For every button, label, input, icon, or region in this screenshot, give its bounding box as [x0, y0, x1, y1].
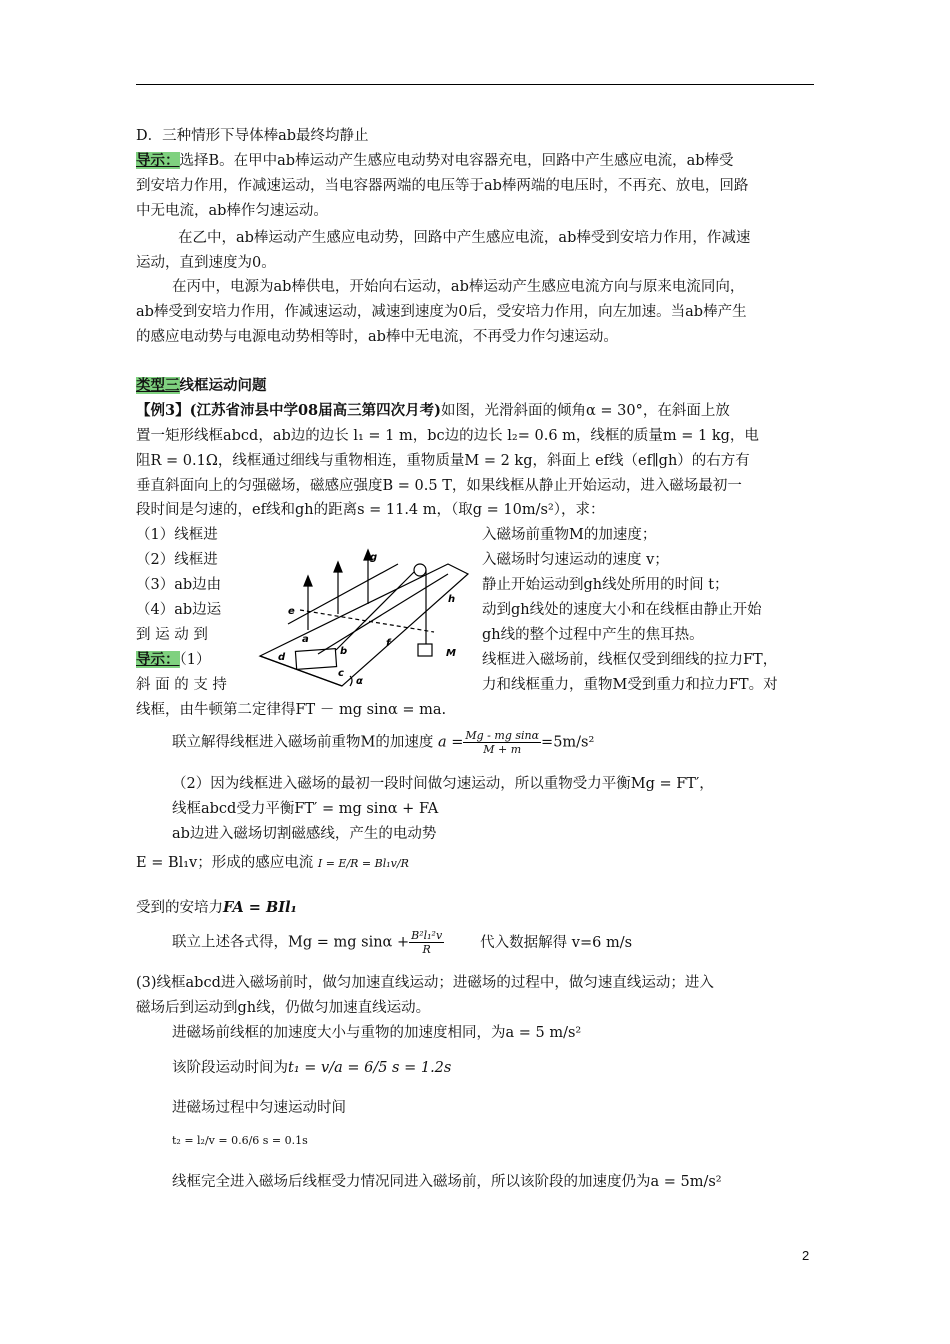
guide-label: 导示： — [136, 152, 180, 169]
solution-line-3: 线框，由牛顿第二定律得FT － mg sinα = ma. — [136, 702, 447, 718]
question-3: （3）ab边由 静止开始运动到gh线处所用的时间 t； — [136, 577, 729, 593]
solution-line-13: 进磁场前线框的加速度大小与重物的加速度相同，为a = 5 m/s² — [172, 1025, 582, 1041]
type-label: 类型三 — [136, 377, 180, 394]
solution-line-12: 磁场后到运动到gh线，仍做匀加速直线运动。 — [136, 1000, 431, 1016]
solution-line-6: 线框abcd受力平衡FT′ = mg sinα + FA — [172, 801, 439, 817]
guide-line-3: 中无电流，ab棒作匀速运动。 — [136, 203, 328, 219]
solution-line-16: t₂ = l₂/v = 0.6/6 s = 0.1s — [172, 1134, 308, 1147]
label-b: b — [340, 646, 348, 657]
guide-line-8: 的感应电动势与电源电动势相等时，ab棒中无电流，不再受力作匀速运动。 — [136, 329, 618, 345]
solution-line-2: 斜 面 的 支 持 力和线框重力，重物M受到重力和拉力FT。对 — [136, 677, 778, 693]
solution-line-1: 导示：（1） 线框进入磁场前，线框仅受到细线的拉力FT， — [136, 651, 778, 668]
guide-line-6: 在丙中，电源为ab棒供电，开始向右运动，ab棒运动产生感应电流方向与原来电流同向， — [172, 279, 745, 295]
question-1: （1）线框进 入磁场前重物M的加速度； — [136, 527, 657, 543]
label-alpha: α — [356, 676, 363, 687]
label-c: c — [338, 668, 344, 679]
solution-line-8: E = Bl₁v；形成的感应电流 I = E/R = Bl₁v/R — [136, 855, 409, 871]
question-2: （2）线框进 入磁场时匀速运动的速度 v； — [136, 552, 669, 568]
example-line-4: 垂直斜面向上的匀强磁场，磁感应强度B = 0.5 T，如果线框从静止开始运动，进入磁场最初一 — [136, 478, 742, 494]
page-number: 2 — [802, 1248, 810, 1263]
label-f: f — [386, 638, 391, 649]
example-line-1: 【例3】(江苏省沛县中学08届高三第四次月考)如图，光滑斜面的倾角α = 30°，在斜面上放 — [136, 402, 730, 419]
question-4: （4）ab边运 动到gh线处的速度大小和在线框由静止开始 — [136, 602, 762, 618]
solution-line-15: 进磁场过程中匀速运动时间 — [172, 1100, 346, 1116]
header-rule — [136, 84, 814, 85]
question-5: 到 运 动 到 gh线的整个过程中产生的焦耳热。 — [136, 627, 704, 643]
solution-line-17: 线框完全进入磁场后线框受力情况同进入磁场前，所以该阶段的加速度仍为a = 5m/s² — [172, 1174, 722, 1190]
solution-line-4: 联立解得线框进入磁场前重物M的加速度 a = $\frac{\text{Mg - mg sinα}}{M + m}$ =5m/s² — [172, 729, 595, 756]
label-g: g — [370, 552, 378, 563]
guide-line-5: 运动，直到速度为0。 — [136, 255, 276, 271]
example-line-2: 置一矩形线框abcd，ab边的边长 l₁ = 1 m，bc边的边长 l₂= 0.6 m，线框的质量m = 1 kg，电 — [136, 428, 759, 444]
label-M: M — [446, 648, 456, 659]
solution-line-9: 受到的安培力FA = BIl₁ — [136, 899, 297, 916]
incline-figure — [258, 544, 472, 692]
solution-line-14: 该阶段运动时间为t₁ = v/a = 6/5 s = 1.2s — [172, 1060, 452, 1076]
guide-line-4: 在乙中，ab棒运动产生感应电动势，回路中产生感应电流，ab棒受到安培力作用，作减速 — [178, 230, 751, 246]
example-line-3: 阻R = 0.1Ω，线框通过细线与重物相连，重物质量M = 2 kg，斜面上 ef线（ef∥gh）的右方有 — [136, 453, 750, 469]
solution-line-7: ab边进入磁场切割磁感线，产生的电动势 — [172, 826, 437, 842]
label-h: h — [448, 594, 456, 605]
section-heading: 类型三线框运动问题 — [136, 377, 267, 394]
guide-line-1: 导示：选择B。在甲中ab棒运动产生感应电动势对电容器充电，回路中产生感应电流，ab棒受 — [136, 152, 734, 169]
example-line-5: 段时间是匀速的，ef线和gh的距离s = 11.4 m，（取g = 10m/s²），求： — [136, 502, 605, 518]
solution-line-10: 联立上述各式得，Mg = mg sinα + $\frac{\text{B²l₁²v}}{R}$ 代入数据解得 v=6 m/s — [172, 929, 633, 956]
guide-line-2: 到安培力作用，作减速运动，当电容器两端的电压等于ab棒两端的电压时，不再充、放电，回路 — [136, 178, 749, 194]
label-a: a — [302, 634, 309, 645]
label-e: e — [288, 606, 295, 617]
solution-line-5: （2）因为线框进入磁场的最初一段时间做匀速运动，所以重物受力平衡Mg = FT′， — [172, 776, 714, 792]
guide-line-7: ab棒受到安培力作用，作减速运动，减速到速度为0后，受安培力作用，向左加速。当ab棒产生 — [136, 304, 747, 320]
solution-line-11: (3)线框abcd进入磁场前时，做匀加速直线运动；进磁场的过程中，做匀速直线运动；进入 — [136, 975, 714, 991]
option-d: D．三种情形下导体棒ab最终均静止 — [136, 128, 369, 144]
label-d: d — [278, 652, 286, 663]
